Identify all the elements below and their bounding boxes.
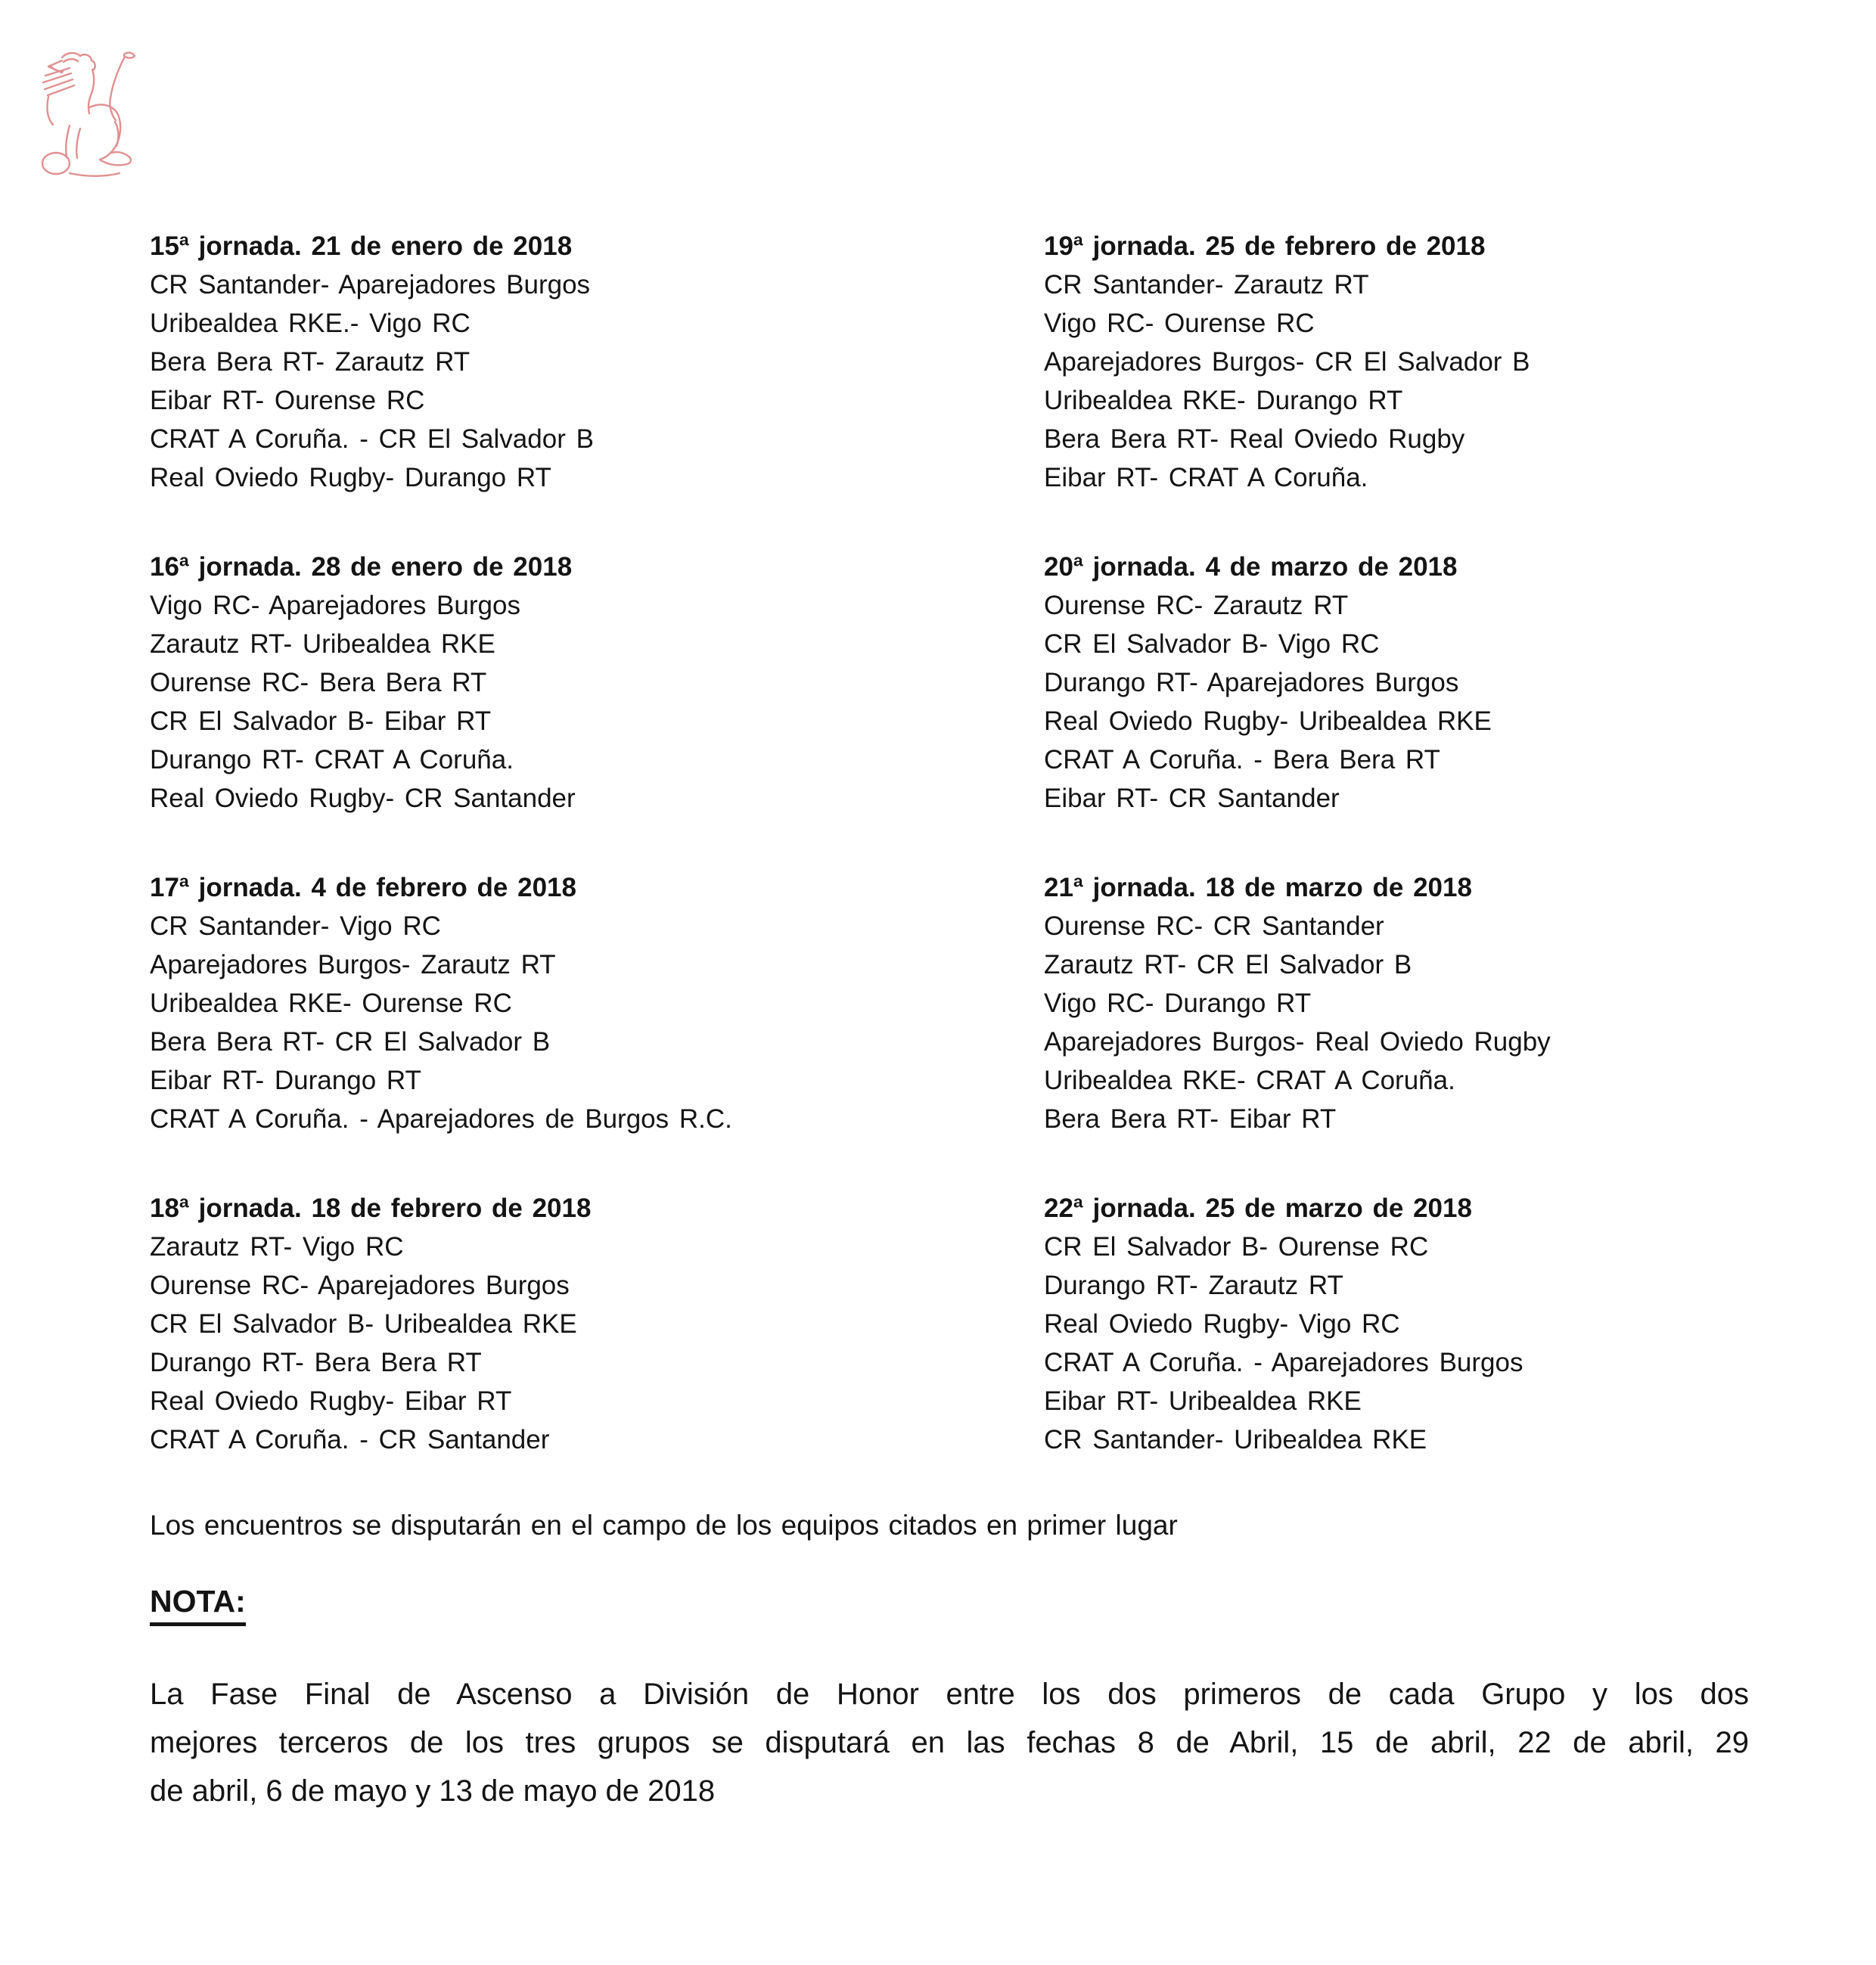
match-line: Eibar RT- CRAT A Coruña. [1044,463,1368,492]
match-line: CR El Salvador B- Eibar RT [150,706,492,736]
jornada-block [150,227,1044,497]
match-line: Vigo RC- Durango RT [1044,989,1312,1018]
match-line: Durango RT- Zarautz RT [1044,1271,1343,1300]
match-line: Bera Bera RT- Real Oviedo Rugby [1044,424,1465,454]
match-line: CR Santander- Zarautz RT [1044,270,1369,300]
match-line: Uribealdea RKE- Ourense RC [150,989,512,1018]
match-line: Bera Bera RT- CR El Salvador B [150,1027,551,1057]
lion-logo-drawing [39,50,145,182]
match-line: Bera Bera RT- Zarautz RT [150,347,471,377]
jornada-block [1044,1189,1749,1459]
nota-paragraph [150,1670,1749,1815]
match-line: Bera Bera RT- Eibar RT [1044,1104,1337,1134]
jornada-block [1044,227,1749,497]
match-line: CR El Salvador B- Ourense RC [1044,1232,1429,1262]
jornada-block [150,868,1044,1138]
match-line: Eibar RT- Uribealdea RKE [1044,1386,1362,1416]
match-line: CR Santander- Vigo RC [150,911,441,941]
match-line: Uribealdea RKE- Durango RT [1044,386,1403,415]
match-line: Aparejadores Burgos- CR El Salvador B [1044,347,1530,377]
jornada-title: 16ª jornada. 28 de enero de 2018 [150,552,573,582]
match-line: Real Oviedo Rugby- Vigo RC [1044,1309,1400,1339]
jornada-title: 22ª jornada. 25 de marzo de 2018 [1044,1194,1472,1223]
jornada-title: 19ª jornada. 25 de febrero de 2018 [1044,231,1486,261]
match-line: Real Oviedo Rugby- Eibar RT [150,1386,512,1416]
nota-paragraph-line: mejores terceros de los tres grupos se disputará en las fechas 8 de Abril, 15 de abril, 22 de abril, 29 [150,1726,1749,1759]
match-line: Eibar RT- CR Santander [1044,784,1340,813]
jornada-block [150,548,1044,818]
schedule-column-right [1044,227,1749,1510]
match-line: CR Santander- Uribealdea RKE [1044,1425,1427,1454]
match-line: CRAT A Coruña. - Aparejadores Burgos [1044,1348,1523,1377]
match-line: Vigo RC- Aparejadores Burgos [150,591,520,620]
match-line: CR El Salvador B- Uribealdea RKE [150,1309,577,1339]
match-line: Uribealdea RKE.- Vigo RC [150,309,471,338]
match-line: CRAT A Coruña. - CR El Salvador B [150,424,594,454]
nota-heading [150,1584,246,1626]
schedule-column-left [150,227,1044,1510]
match-line: Eibar RT- Ourense RC [150,386,425,415]
jornada-title: 20ª jornada. 4 de marzo de 2018 [1044,552,1458,582]
match-line: Durango RT- Aparejadores Burgos [1044,668,1459,697]
match-line: CRAT A Coruña. - CR Santander [150,1425,550,1454]
match-line: Real Oviedo Rugby- Uribealdea RKE [1044,706,1492,736]
match-line: Ourense RC- CR Santander [1044,911,1384,941]
match-line: CR El Salvador B- Vigo RC [1044,629,1380,659]
match-line: Ourense RC- Bera Bera RT [150,668,487,697]
match-line: Uribealdea RKE- CRAT A Coruña. [1044,1066,1455,1095]
match-line: Zarautz RT- Vigo RC [150,1232,404,1262]
nota-paragraph-line: de abril, 6 de mayo y 13 de mayo de 2018 [150,1774,716,1808]
match-line: Vigo RC- Ourense RC [1044,309,1315,338]
jornada-title: 17ª jornada. 4 de febrero de 2018 [150,873,576,902]
match-line: Eibar RT- Durango RT [150,1066,421,1095]
match-line: Ourense RC- Aparejadores Burgos [150,1271,570,1300]
match-line: Real Oviedo Rugby- Durango RT [150,463,551,492]
nota-paragraph-line: La Fase Final de Ascenso a División de Honor entre los dos primeros de cada Grupo y los dos [150,1678,1749,1711]
fixtures-schedule [150,227,1749,1510]
match-line: Aparejadores Burgos- Real Oviedo Rugby [1044,1027,1551,1057]
match-line: CRAT A Coruña. - Aparejadores de Burgos R.C. [150,1104,732,1134]
lion-logo [39,50,145,182]
jornada-block [1044,868,1749,1138]
match-line: CR Santander- Aparejadores Burgos [150,270,591,300]
match-line: Real Oviedo Rugby- CR Santander [150,784,576,813]
match-line: Aparejadores Burgos- Zarautz RT [150,950,556,979]
jornada-block [150,1189,1044,1459]
match-line: Zarautz RT- Uribealdea RKE [150,629,495,659]
nota-label: NOTA: [150,1584,246,1626]
match-line: Zarautz RT- CR El Salvador B [1044,950,1412,979]
jornada-title: 18ª jornada. 18 de febrero de 2018 [150,1194,592,1223]
venue-note: Los encuentros se disputarán en el campo de los equipos citados en primer lugar [150,1510,1178,1541]
jornada-block [1044,548,1749,818]
match-line: Durango RT- CRAT A Coruña. [150,745,514,775]
match-line: Ourense RC- Zarautz RT [1044,591,1349,620]
jornada-title: 15ª jornada. 21 de enero de 2018 [150,231,573,261]
match-line: Durango RT- Bera Bera RT [150,1348,482,1377]
match-line: CRAT A Coruña. - Bera Bera RT [1044,745,1440,775]
jornada-title: 21ª jornada. 18 de marzo de 2018 [1044,873,1472,902]
